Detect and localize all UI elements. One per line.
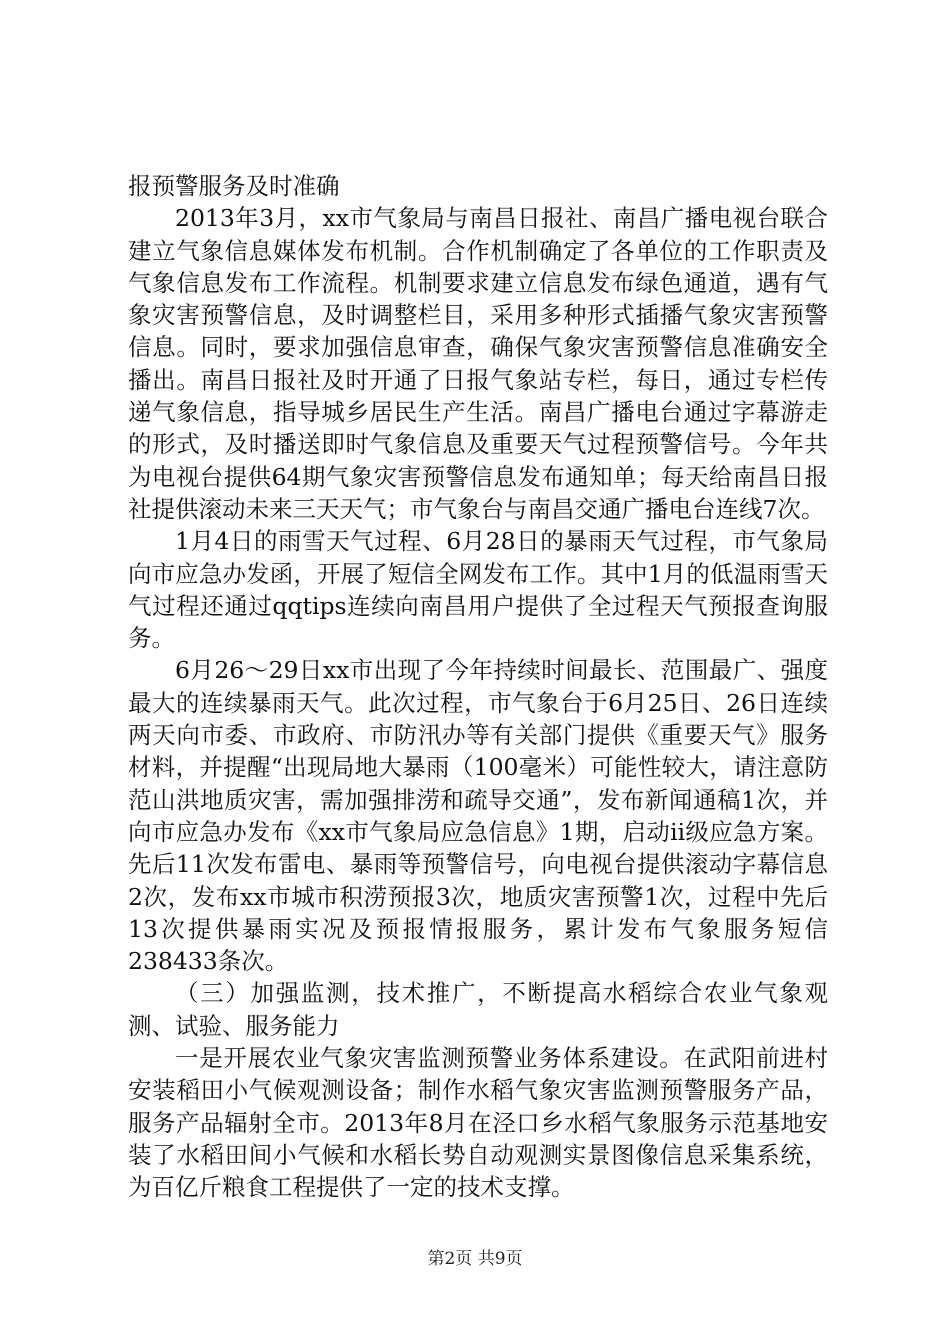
paragraph-heading-continuation: 报预警服务及时准确: [128, 172, 340, 200]
paragraph-media-mechanism: 2013年3月，xx市气象局与南昌日报社、南昌广播电视台联合建立气象信息媒体发布机制。合作机制确定了各单位的工作职责及气象信息发布工作流程。机制要求建立信息发布绿色通道，遇有气象灾害预警信息，及时调整栏目，采用多种形式插播气象灾害预警信息。同时，要求加强信息审查，确保气象灾害预警信息准确安全播出。南昌日报社及时开通了日报气象站专栏，每日，通过专栏传递气象信息，指导城乡居民生产生活。南昌广播电台通过字幕游走的形式，及时播送即时气象信息及重要天气过程预警信号。今年共为电视台提供64期气象灾害预警信息发布通知单；每天给南昌日报社提供滚动未来三天天气；市气象台与南昌交通广播电台连线7次。: [128, 204, 828, 523]
paragraph-agri-monitoring: 一是开展农业气象灾害监测预警业务体系建设。在武阳前进村安装稻田小气候观测设备；制作水稻气象灾害监测预警服务产品，服务产品辐射全市。2013年8月在泾口乡水稻气象服务示范基地安装了水稻田间小气候和水稻长势自动观测实景图像信息采集系统，为百亿斤粮食工程提供了一定的技术支撑。: [128, 1044, 828, 1202]
document-body: [128, 170, 828, 1204]
section-heading-monitoring: （三）加强监测，技术推广，不断提高水稻综合农业气象观测、试验、服务能力: [128, 979, 828, 1040]
paragraph-sms-release: 1月4日的雨雪天气过程、6月28日的暴雨天气过程，市气象局向市应急办发函，开展了短信全网发布工作。其中1月的低温雨雪天气过程还通过qqtips连续向南昌用户提供了全过程天气预报查询服务。: [128, 527, 828, 653]
page-number-footer: 第2页 共9页: [427, 1249, 523, 1269]
paragraph-rainstorm-service: 6月26～29日xx市出现了今年持续时间最长、范围最广、强度最大的连续暴雨天气。此次过程，市气象台于6月25日、26日连续两天向市委、市政府、市防汛办等有关部门提供《重要天气》服务材料，并提醒“出现局地大暴雨（100毫米）可能性较大，请注意防范山洪地质灾害，需加强排涝和疏导交通”，发布新闻通稿1次，并向市应急办发布《xx市气象局应急信息》1期，启动ii级应急方案。先后11次发布雷电、暴雨等预警信号，向电视台提供滚动字幕信息2次，发布xx市城市积涝预报3次，地质灾害预警1次，过程中先后13次提供暴雨实况及预报情报服务，累计发布气象服务短信238433条次。: [128, 656, 828, 976]
